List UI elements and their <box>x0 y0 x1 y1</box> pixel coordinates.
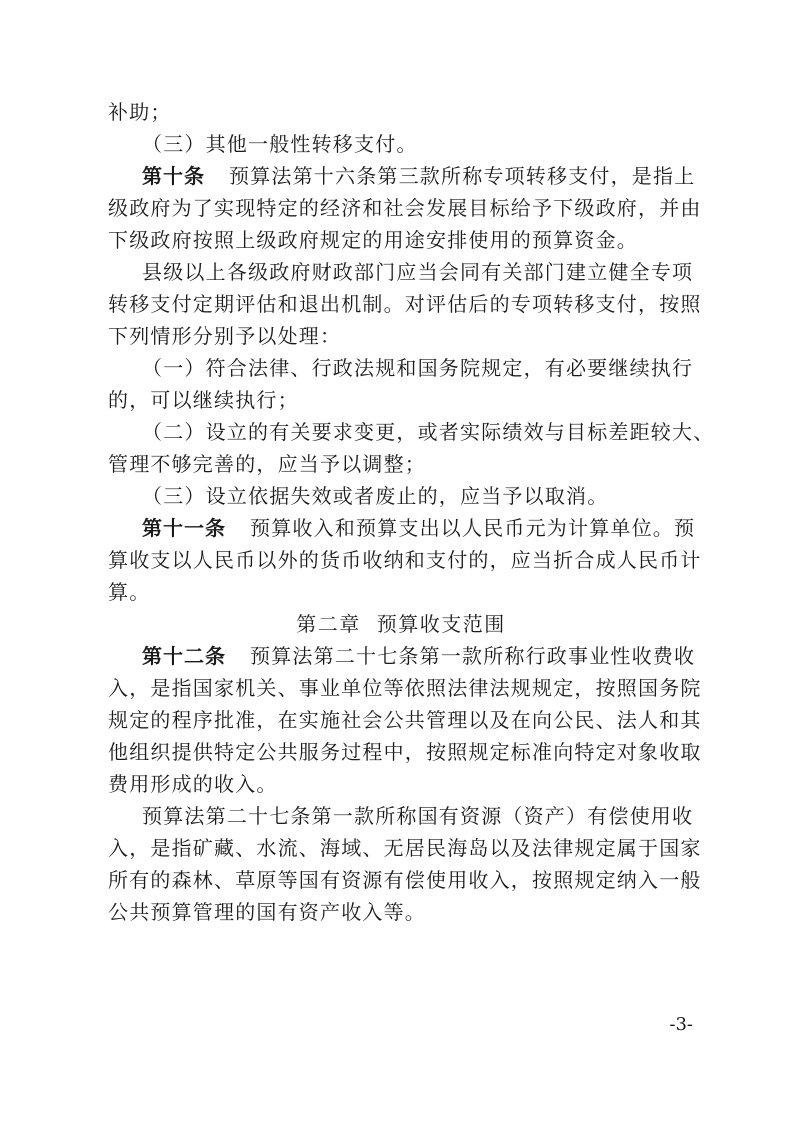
text-line: （三）设立依据失效或者废止的，应当予以取消。 <box>142 484 609 508</box>
chapter-heading <box>108 608 694 640</box>
article-heading: 第十一条 <box>142 516 226 540</box>
text-line: 县级以上各级政府财政部门应当会同有关部门建立健全专项 <box>142 260 694 284</box>
chapter-title: 预算收支范围 <box>376 612 506 636</box>
text-line: 下级政府按照上级政府规定的用途安排使用的预算资金。 <box>108 228 638 252</box>
text-line: 补助； <box>108 100 172 124</box>
text-line: 所有的森林、草原等国有资源有偿使用收入，按照规定纳入一般 <box>108 868 702 892</box>
text-line: 算收支以人民币以外的货币收纳和支付的，应当折合成人民币计 <box>108 548 702 572</box>
chapter-number: 第二章 <box>296 612 361 636</box>
text-line: 预算法第二十七条第一款所称国有资源（资产）有偿使用收 <box>142 804 694 828</box>
text-line: （三）其他一般性转移支付。 <box>142 132 418 156</box>
page-number: -3- <box>669 1014 693 1035</box>
text-line: 转移支付定期评估和退出机制。对评估后的专项转移支付，按照 <box>108 292 702 316</box>
text-line: （二）设立的有关要求变更，或者实际绩效与目标差距较大、 <box>142 420 715 444</box>
text-line: 费用形成的收入。 <box>108 772 278 796</box>
text-span: 预算收入和预算支出以人民币元为计算单位。预 <box>250 516 696 540</box>
text-line: 公共预算管理的国有资产收入等。 <box>108 900 426 924</box>
article-11-first-line <box>108 512 694 544</box>
text-line: 他组织提供特定公共服务过程中，按照规定标准向特定对象收取 <box>108 740 702 764</box>
text-line: 入，是指国家机关、事业单位等依照法律法规规定，按照国务院 <box>108 676 702 700</box>
article-heading: 第十二条 <box>142 644 226 668</box>
text-line: 入，是指矿藏、水流、海域、无居民海岛以及法律规定属于国家 <box>108 836 702 860</box>
document-body <box>108 96 715 928</box>
text-line: 规定的程序批准，在实施社会公共管理以及在向公民、法人和其 <box>108 708 702 732</box>
text-line: （一）符合法律、行政法规和国务院规定，有必要继续执行 <box>142 356 694 380</box>
text-line: 级政府为了实现特定的经济和社会发展目标给予下级政府，并由 <box>108 196 702 220</box>
text-line: 管理不够完善的，应当予以调整； <box>108 452 426 476</box>
article-10-first-line <box>108 160 694 192</box>
text-line: 的，可以继续执行； <box>108 388 299 412</box>
text-line: 下列情形分别予以处理： <box>108 324 342 348</box>
text-line: 算。 <box>108 580 151 604</box>
text-span: 预算法第十六条第三款所称专项转移支付，是指上 <box>229 164 696 188</box>
article-12-first-line <box>108 640 694 672</box>
article-heading: 第十条 <box>142 164 205 188</box>
text-span: 预算法第二十七条第一款所称行政事业性收费收 <box>250 644 696 668</box>
